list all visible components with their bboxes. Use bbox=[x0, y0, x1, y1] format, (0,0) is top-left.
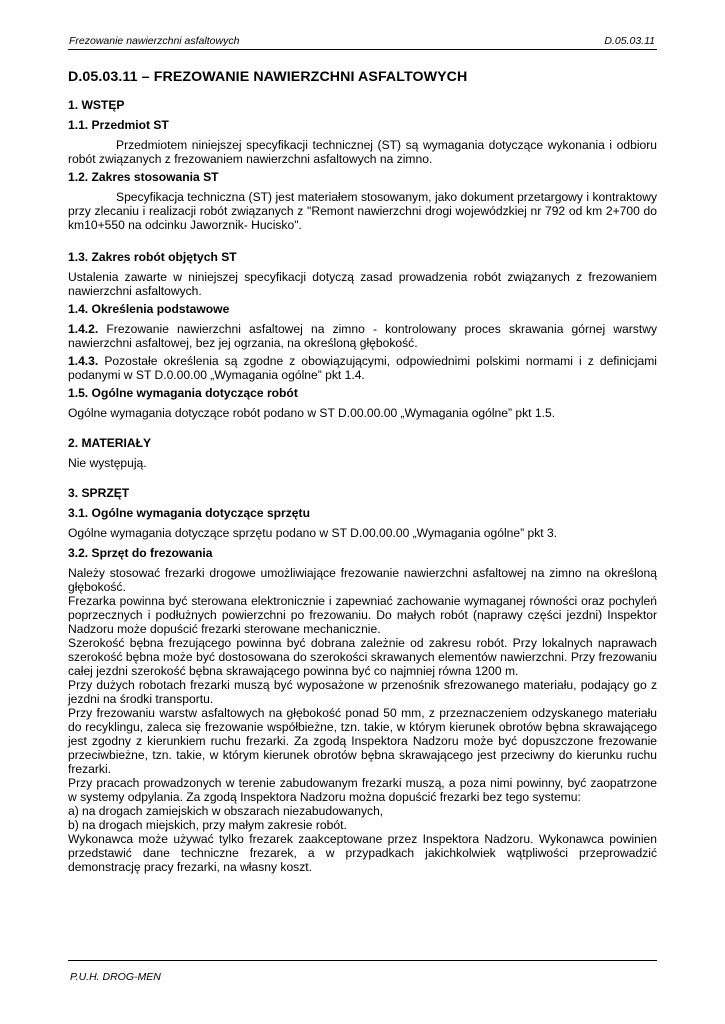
section-3-2-heading: 3.2. Sprzęt do frezowania bbox=[68, 546, 213, 560]
section-1-4-2-text bbox=[68, 322, 657, 350]
section-1-4-3-body: Pozostałe określenia są zgodne z obowiązującymi, odpowiednimi polskimi normami i z definicjami podanymi w ST D.0.00.00 „Wymagania ogólne” pkt 1.4. bbox=[68, 354, 657, 382]
list-item-marker: a) bbox=[68, 804, 79, 818]
section-3-1-text: Ogólne wymagania dotyczące sprzętu podano w ST D.00.00.00 „Wymagania ogólne” pkt 3. bbox=[68, 526, 558, 540]
list-item-text: na drogach zamiejskich w obszarach niezabudowanych, bbox=[82, 804, 384, 818]
section-1-4-heading: 1.4. Określenia podstawowe bbox=[68, 302, 230, 316]
section-3-2-paragraph-7: Wykonawca może używać tylko frezarek zaakceptowane przez Inspektora Nadzoru. Wykonawca powinien przedstawić dane techniczne frezarek, a w przypadkach jakichkolwiek wątpliwości przeprowadzić demonstrację pracy frezarki, na własny koszt. bbox=[68, 832, 657, 874]
section-1-2-text: Specyfikacja techniczna (ST) jest materiałem stosowanym, jako dokument przetargowy i kontraktowy przy zlecaniu i realizacji robót związanych z "Remont nawierzchni drogi wojewódzkiej nr 792 od km 2+700 do km10+550 na odcinku Jaworznik- Hucisko". bbox=[68, 190, 657, 232]
section-3-2-paragraph-1: Należy stosować frezarki drogowe umożliwiające frezowanie nawierzchni asfaltowej na zimno na określoną głębokość. bbox=[68, 566, 657, 594]
document-body bbox=[68, 69, 657, 874]
section-3-1-heading: 3.1. Ogólne wymagania dotyczące sprzętu bbox=[68, 506, 310, 520]
section-1-4-3-number: 1.4.3. bbox=[68, 354, 99, 368]
section-1-4-2-number: 1.4.2. bbox=[68, 322, 99, 336]
section-1-5-heading: 1.5. Ogólne wymagania dotyczące robót bbox=[68, 386, 298, 400]
section-1-3-text: Ustalenia zawarte w niniejszej specyfikacji dotyczą zasad prowadzenia robót związanych z frezowaniem nawierzchni asfaltowych. bbox=[68, 270, 657, 298]
list-item-marker: b) bbox=[68, 818, 79, 832]
section-2-text: Nie występują. bbox=[68, 456, 147, 470]
page-footer bbox=[68, 960, 657, 984]
section-3-2-paragraph-4: Przy dużych robotach frezarki muszą być wyposażone w przenośnik sfrezowanego materiału, podający go z jezdni na środki transportu. bbox=[68, 678, 657, 706]
section-3-heading: 3. SPRZĘT bbox=[68, 486, 130, 500]
section-3-2-paragraph-6: Przy pracach prowadzonych w terenie zabudowanym frezarki muszą, a poza nimi powinny, być zaopatrzone w systemy odpylania. Za zgodą Inspektora Nadzoru można dopuścić frezarki bez tego systemu: bbox=[68, 776, 657, 804]
section-3-2-paragraph-3: Szerokość bębna frezującego powinna być dobrana zależnie od zakresu robót. Przy lokalnych naprawach szerokość bębna może być dostosowana do szerokości skrawanych elementów nawierzchni. Przy frezowaniu całej jezdni szerokość bębna skrawającego powinna być co najmniej równa 1200 m. bbox=[68, 636, 657, 678]
section-1-1-heading: 1.1. Przedmiot ST bbox=[68, 118, 169, 132]
list-item bbox=[68, 804, 657, 818]
section-3-2-paragraph-2: Frezarka powinna być sterowana elektronicznie i zapewniać zachowanie wymaganej równości oraz pochyleń poprzecznych i podłużnych powierzchni po frezowaniu. Do małych robót (naprawy części jezdni) Inspektor Nadzoru może dopuścić frezarki sterowane mechanicznie. bbox=[68, 594, 657, 636]
section-1-4-2-body: Frezowanie nawierzchni asfaltowej na zimno - kontrolowany proces skrawania górnej warstwy nawierzchni asfaltowej, bez jej ogrzania, na określoną głębokość. bbox=[68, 322, 657, 350]
header-title: Frezowanie nawierzchni asfaltowych bbox=[69, 35, 240, 47]
section-1-1-text: Przedmiotem niniejszej specyfikacji technicznej (ST) są wymagania dotyczące wykonania i odbioru robót związanych z frezowaniem nawierzchni asfaltowych na zimno. bbox=[68, 138, 657, 166]
section-2-heading: 2. MATERIAŁY bbox=[68, 436, 152, 450]
page-header bbox=[68, 33, 657, 50]
section-3-2-paragraph-5: Przy frezowaniu warstw asfaltowych na głębokość ponad 50 mm, z przeznaczeniem odzyskanego materiału do recyklingu, zaleca się frezowanie współbieżne, tzn. takie, w którym kierunek obrotów bębna skrawającego jest zgodny z kierunkiem ruchu frezarki. Za zgodą Inspektora Nadzoru może być dopuszczone frezowanie przeciwbieżne, tzn. takie, w którym kierunek obrotów bębna skrawającego jest przeciwny do kierunku ruchu frezarki. bbox=[68, 706, 657, 776]
section-1-3-heading: 1.3. Zakres robót objętych ST bbox=[68, 250, 237, 264]
header-doc-code: D.05.03.11 bbox=[604, 35, 655, 47]
section-1-2-heading: 1.2. Zakres stosowania ST bbox=[68, 170, 219, 184]
footer-company: P.U.H. DROG-MEN bbox=[70, 971, 161, 983]
dust-system-exemption-list bbox=[68, 804, 657, 832]
document-title: D.05.03.11 – FREZOWANIE NAWIERZCHNI ASFALTOWYCH bbox=[68, 69, 468, 85]
list-item bbox=[68, 818, 657, 832]
section-1-heading: 1. WSTĘP bbox=[68, 98, 125, 112]
section-1-4-3-text bbox=[68, 354, 657, 382]
section-1-5-text: Ogólne wymagania dotyczące robót podano w ST D.00.00.00 „Wymagania ogólne” pkt 1.5. bbox=[68, 406, 556, 420]
list-item-text: na drogach miejskich, przy małym zakresie robót. bbox=[82, 818, 347, 832]
